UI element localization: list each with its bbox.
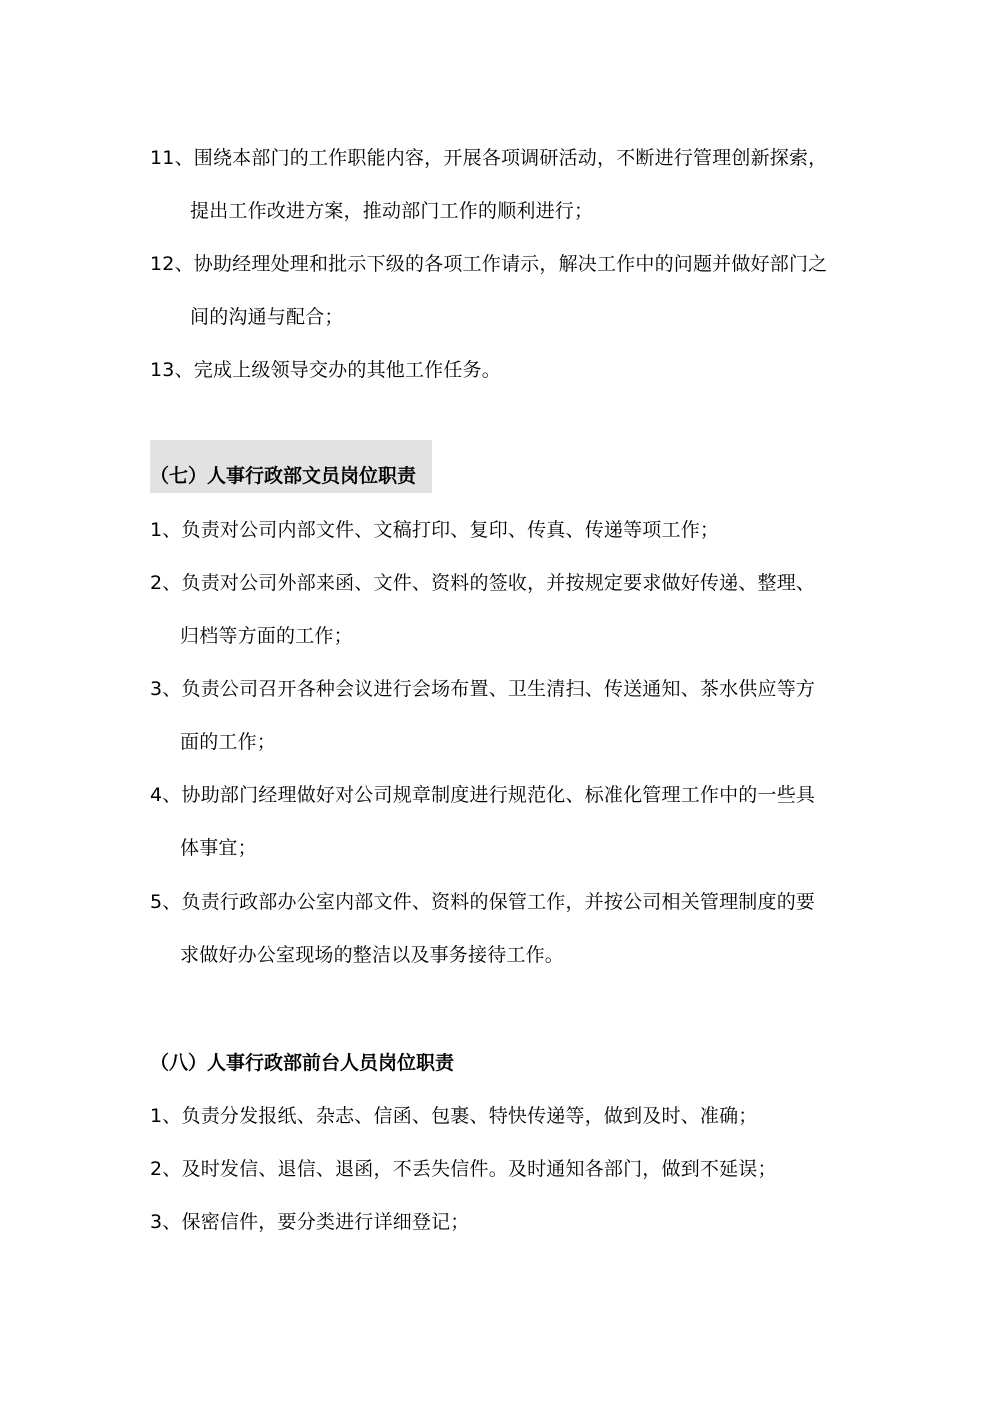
- s7-item-4-line2: 体事宜；: [180, 837, 257, 859]
- item-13-line1: 13、完成上级领导交办的其他工作任务。: [150, 359, 501, 381]
- s8-item-3-line1: 3、保密信件，要分类进行详细登记；: [150, 1211, 470, 1233]
- item-12-line2: 间的沟通与配合；: [190, 306, 344, 328]
- s7-item-5-line2: 求做好办公室现场的整洁以及事务接待工作。: [180, 944, 565, 966]
- s7-item-5-line1: 5、负责行政部办公室内部文件、资料的保管工作，并按公司相关管理制度的要: [150, 891, 816, 913]
- s8-item-2-line1: 2、及时发信、退信、退函，不丢失信件。及时通知各部门，做到不延误；: [150, 1158, 777, 1180]
- s8-item-1-line1: 1、负责分发报纸、杂志、信函、包裹、特快传递等，做到及时、准确；: [150, 1105, 758, 1127]
- item-11-line1: 11、围绕本部门的工作职能内容，开展各项调研活动，不断进行管理创新探索，: [150, 147, 828, 169]
- s7-item-1-line1: 1、负责对公司内部文件、文稿打印、复印、传真、传递等项工作；: [150, 519, 720, 541]
- item-11-line2: 提出工作改进方案，推动部门工作的顺利进行；: [190, 200, 594, 222]
- s7-item-2-line2: 归档等方面的工作；: [180, 625, 353, 647]
- s7-item-3-line2: 面的工作；: [180, 731, 277, 753]
- section-7-heading: （七）人事行政部文员岗位职责: [150, 465, 417, 487]
- s7-item-2-line1: 2、负责对公司外部来函、文件、资料的签收，并按规定要求做好传递、整理、: [150, 572, 816, 594]
- section-8-heading: （八）人事行政部前台人员岗位职责: [150, 1052, 455, 1074]
- s7-item-3-line1: 3、负责公司召开各种会议进行会场布置、卫生清扫、传送通知、茶水供应等方: [150, 678, 816, 700]
- item-12-line1: 12、协助经理处理和批示下级的各项工作请示，解决工作中的问题并做好部门之: [150, 253, 828, 275]
- s7-item-4-line1: 4、协助部门经理做好对公司规章制度进行规范化、标准化管理工作中的一些具: [150, 784, 816, 806]
